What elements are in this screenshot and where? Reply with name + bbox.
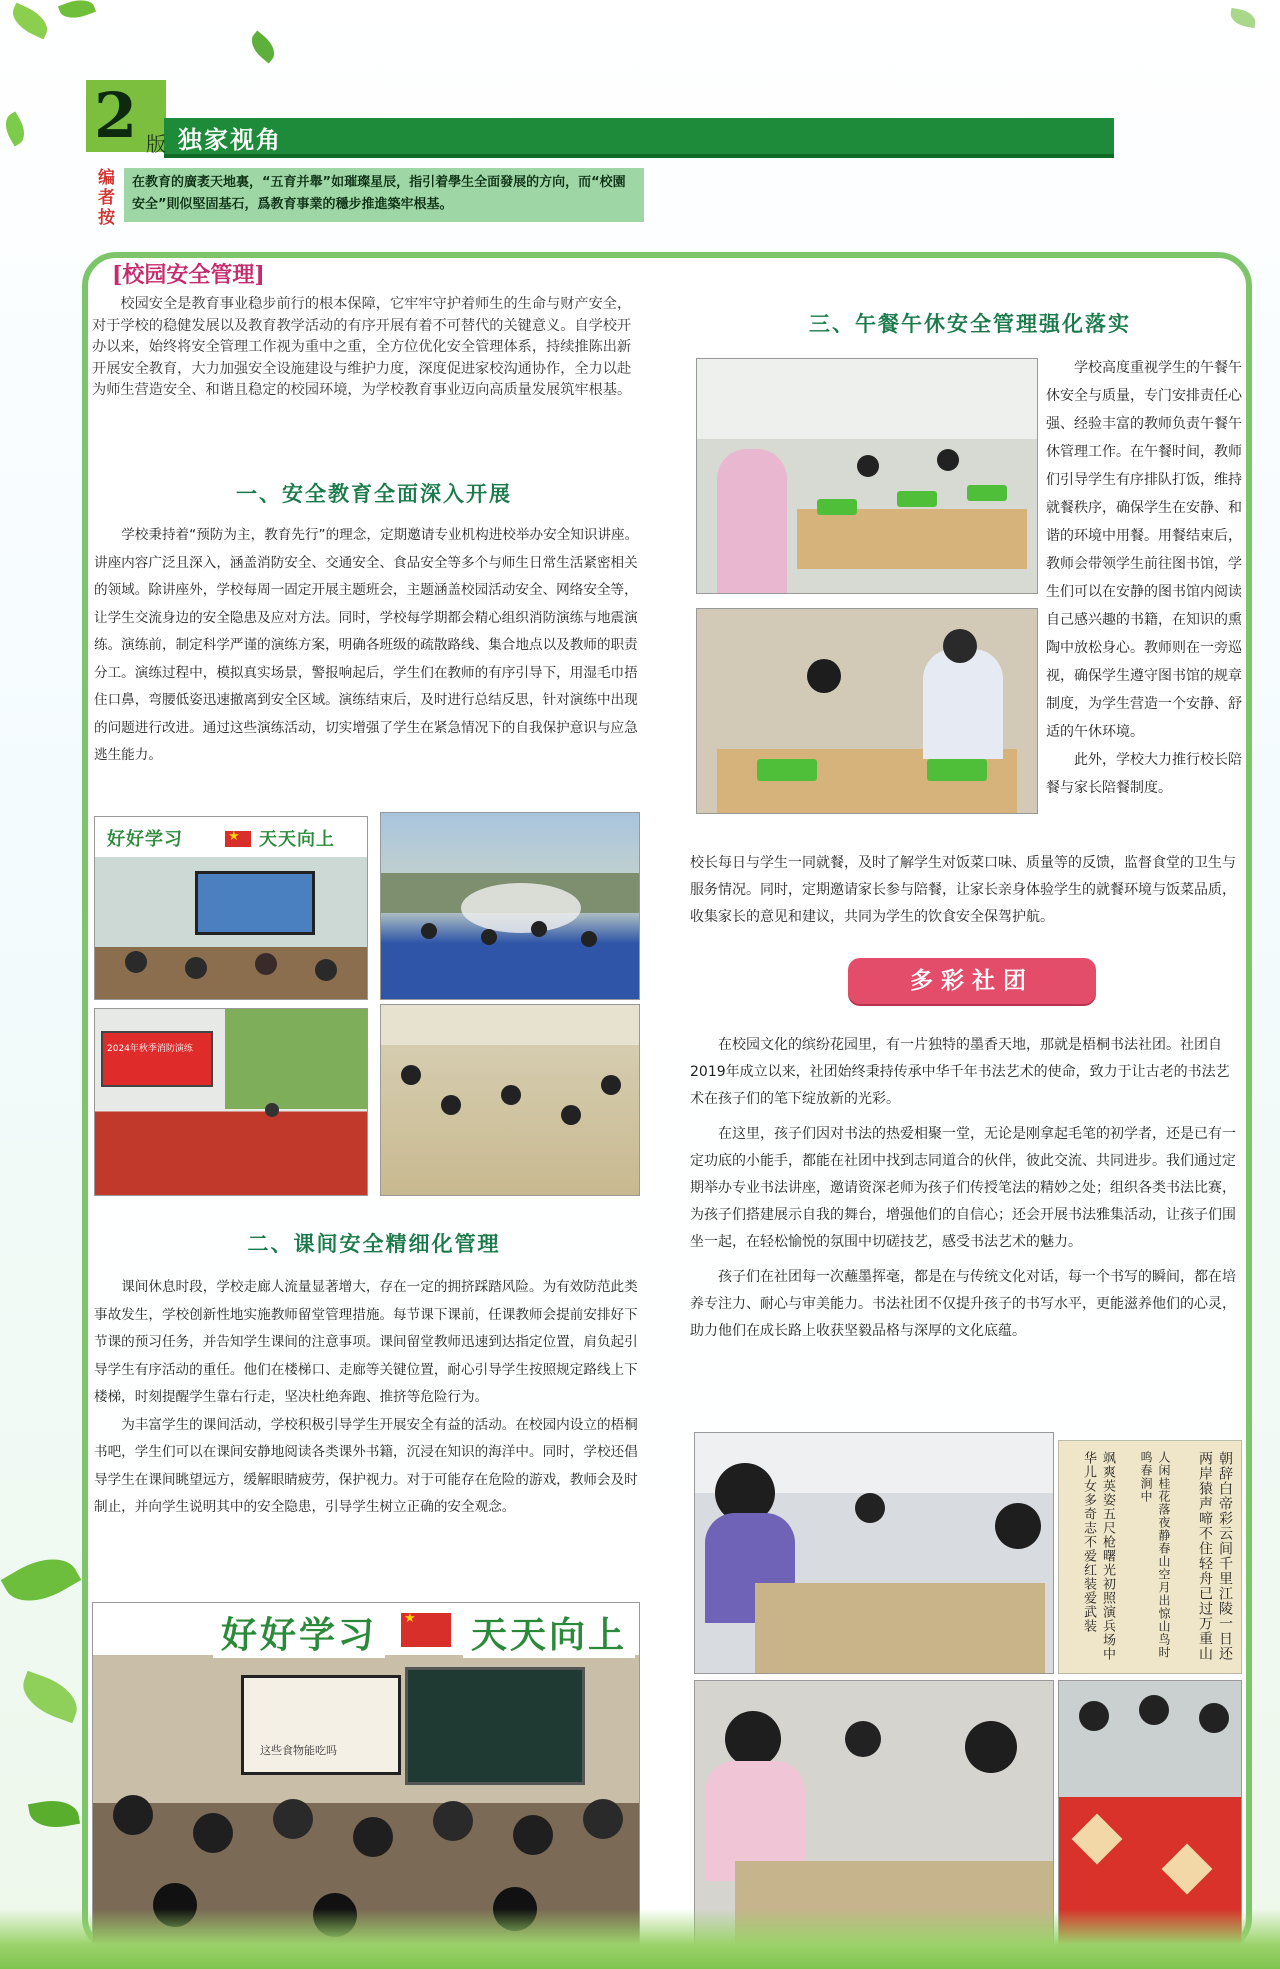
leaf-decoration xyxy=(1229,8,1257,28)
calligraphy-scroll-1: 朝辞白帝彩云间千里江陵一日还两岸猿声啼不住轻舟已过万重山 xyxy=(1197,1451,1233,1661)
section3-full-body xyxy=(690,850,1242,931)
photo-corridor-evacuation xyxy=(380,1004,640,1196)
classroom-screen-text: 这些食物能吃吗 xyxy=(260,1744,337,1757)
photo-lunch-2 xyxy=(696,608,1038,814)
section1-body xyxy=(94,522,650,770)
photo-fire-drill-field xyxy=(380,812,640,1000)
banner-right-text-large: 天天向上 xyxy=(463,1607,635,1658)
section3-heading: 三、午餐午休安全管理强化落实 xyxy=(809,312,1131,336)
editor-label: 编者按 xyxy=(98,168,115,228)
section2-heading: 二、课间安全精细化管理 xyxy=(247,1232,501,1256)
club-badge: 多彩社团 xyxy=(848,958,1096,1004)
section3-side-body xyxy=(1046,354,1242,802)
flag-icon xyxy=(225,831,251,847)
section3-side-paragraph-2: 此外，学校大力推行校长陪餐与家长陪餐制度。 xyxy=(1046,752,1242,796)
section2-paragraph-1: 课间休息时段，学校走廊人流量显著增大，存在一定的拥挤踩踏风险。为有效防范此类事故发生，学校创新性地实施教师留堂管理措施。每节课下课前，任课教师会提前安排好下节课的预习任务，并告知学生课间的注意事项。课间留堂教师迅速到达指定位置，肩负起引导学生有序活动的重任。他们在楼梯口、走廊等关键位置，耐心引导学生按照规定路线上下楼梯，时刻提醒学生靠右行走，坚决杜绝奔跑、推挤等危险行为。 xyxy=(94,1279,638,1405)
photo-drill-playground xyxy=(94,1008,368,1196)
topic-tag: [校园安全管理] xyxy=(112,262,265,288)
section1-heading: 一、安全教育全面深入开展 xyxy=(236,482,512,506)
club-paragraph-2: 在这里，孩子们因对书法的热爱相聚一堂，无论是刚拿起毛笔的初学者，还是已有一定功底的小能手，都能在社团中找到志同道合的伙伴，彼此交流、共同进步。我们通过定期举办专业书法讲座，邀请资深老师为孩子们传授笔法的精妙之处；组织各类书法比赛，为孩子们搭建展示自我的舞台，增强他们的自信心；还会开展书法雅集活动，让孩子们围坐一起，在轻松愉悦的氛围中切磋技艺，感受书法艺术的魅力。 xyxy=(690,1126,1236,1250)
photo-classroom-lecture xyxy=(94,816,368,1000)
editor-note: 在教育的廣袤天地裏，“五育并舉”如璀璨星辰，指引着學生全面發展的方向，而“校園安全”則似堅固基石，爲教育事業的穩步推進築牢根基。 xyxy=(124,168,644,222)
classroom-screen xyxy=(241,1675,401,1775)
section-title: 独家视角 xyxy=(178,126,282,154)
drill-screen-text: 2024年秋季消防演练 xyxy=(107,1044,193,1054)
section2-body xyxy=(94,1274,650,1522)
section3-side-paragraph: 学校高度重视学生的午餐午休安全与质量，专门安排责任心强、经验丰富的教师负责午餐午休管理工作。在午餐时间，教师们引导学生有序排队打饭，维持就餐秩序，确保学生在安静、和谐的环境中用餐。用餐结束后，教师会带领学生前往图书馆，学生们可以在安静的图书馆内阅读自己感兴趣的书籍，在知识的熏陶中放松身心。教师则在一旁巡视，确保学生遵守图书馆的规章制度，为学生营造一个安静、舒适的午休环境。 xyxy=(1046,360,1242,740)
leaf-decoration xyxy=(58,0,96,23)
club-paragraph-1: 在校园文化的缤纷花园里，有一片独特的墨香天地，那就是梧桐书法社团。社团自2019年成立以来，社团始终秉持传承中华千年书法艺术的使命，致力于让古老的书法艺术在孩子们的笔下绽放新的光彩。 xyxy=(690,1037,1230,1107)
grass-decoration xyxy=(0,1909,1280,1969)
chalkboard xyxy=(405,1667,585,1785)
section3-full-paragraph: 校长每日与学生一同就餐，及时了解学生对饭菜口味、质量等的反馈，监督食堂的卫生与服务情况。同时，定期邀请家长参与陪餐，让家长亲身体验学生的就餐环境与饭菜品质，收集家长的意见和建议，共同为学生的饮食安全保驾护航。 xyxy=(690,855,1236,925)
club-body xyxy=(690,1032,1242,1345)
issue-number: 2 xyxy=(86,80,166,152)
photo-calligraphy-red-paper xyxy=(1058,1680,1242,1946)
leaf-decoration xyxy=(1,1545,82,1615)
leaf-decoration xyxy=(7,3,53,40)
intro-paragraph: 校园安全是教育事业稳步前行的根本保障，它牢牢守护着师生的生命与财产安全，对于学校的稳健发展以及教育教学活动的有序开展有着不可替代的关键意义。自学校开办以来，始终将安全管理工作视为重中之重，全方位优化安全管理体系，持续推陈出新开展安全教育，大力加强安全设施建设与维护力度，深度促进家校沟通协作，全力以赴为师生营造安全、和谐且稳定的校园环境，为学校教育事业迈向高质量发展筑牢根基。 xyxy=(92,296,632,398)
header-bar xyxy=(164,118,1114,158)
calligraphy-scrolls xyxy=(1058,1440,1242,1674)
leaf-decoration xyxy=(246,30,281,63)
calligraphy-scroll-2: 人闲桂花落夜静春山空月出惊山鸟时鸣春涧中 xyxy=(1139,1451,1171,1659)
issue-unit: 版 xyxy=(146,132,166,156)
projector-screen xyxy=(195,871,315,935)
photo-calligraphy-class-1 xyxy=(694,1432,1054,1674)
photo-lunch-1 xyxy=(696,358,1038,594)
section2-paragraph-2: 为丰富学生的课间活动，学校积极引导学生开展安全有益的活动。在校园内设立的梧桐书吧，学生们可以在课间安静地阅读各类课外书籍，沉浸在知识的海洋中。同时，学校还倡导学生在课间眺望远方，缓解眼睛疲劳，保护视力。对于可能存在危险的游戏，教师会及时制止，并向学生说明其中的安全隐患，引导学生树立正确的安全观念。 xyxy=(94,1416,638,1515)
leaf-decoration xyxy=(16,1671,84,1723)
photo-classroom-board xyxy=(92,1602,640,1948)
section1-paragraph: 学校秉持着“预防为主，教育先行”的理念，定期邀请专业机构进校举办安全知识讲座。讲座内容广泛且深入，涵盖消防安全、交通安全、食品安全等多个与师生日常生活紧密相关的领域。除讲座外，学校每周一固定开展主题班会，主题涵盖校园活动安全、网络安全等，让学生交流身边的安全隐患及应对方法。同时，学校每学期都会精心组织消防演练与地震演练。演练前，制定科学严谨的演练方案，明确各班级的疏散路线、集合地点以及教师的职责分工。演练过程中，模拟真实场景，警报响起后，学生们在教师的有序引导下，用湿毛巾捂住口鼻，弯腰低姿迅速撤离到安全区域。演练结束后，及时进行总结反思，针对演练中出现的问题进行改进。通过这些演练活动，切实增强了学生在紧急情况下的自我保护意识与应急逃生能力。 xyxy=(94,527,639,763)
banner-right-text: 天天向上 xyxy=(257,825,337,851)
flag-icon-large xyxy=(401,1613,451,1647)
calligraphy-scroll-3: 飒爽英姿五尺枪曙光初照演兵场中华儿女多奇志不爱红装爱武装 xyxy=(1081,1451,1115,1661)
banner-left-text: 好好学习 xyxy=(105,825,185,851)
photo-calligraphy-class-2 xyxy=(694,1680,1054,1946)
leaf-decoration xyxy=(0,112,30,147)
banner-left-text-large: 好好学习 xyxy=(213,1607,385,1658)
leaf-decoration xyxy=(28,1796,80,1832)
club-paragraph-3: 孩子们在社团每一次蘸墨挥毫，都是在与传统文化对话，每一个书写的瞬间，都在培养专注力、耐心与审美能力。书法社团不仅提升孩子的书写水平，更能滋养他们的心灵，助力他们在成长路上收获坚毅品格与深厚的文化底蕴。 xyxy=(690,1269,1236,1339)
